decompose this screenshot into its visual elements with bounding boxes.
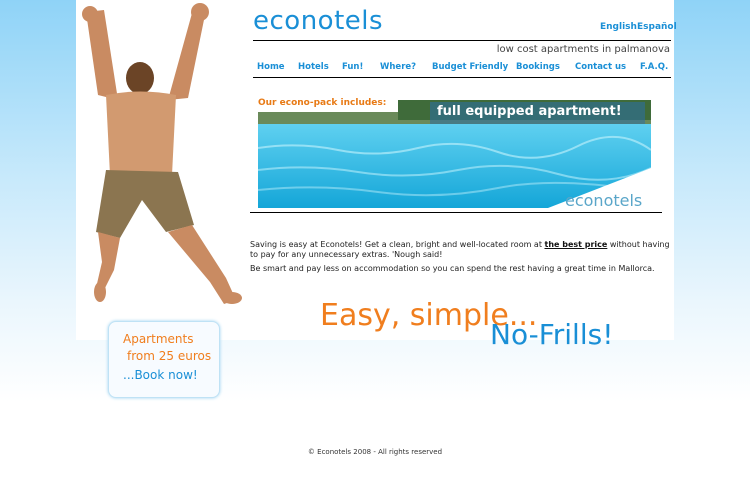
nav-home[interactable]: Home bbox=[257, 62, 285, 72]
site-logo[interactable]: econotels bbox=[253, 6, 384, 36]
promo-line-price: from 25 euros bbox=[127, 349, 212, 363]
banner-headline: full equipped apartment! bbox=[437, 104, 622, 119]
nav-budget-friendly[interactable]: Budget Friendly bbox=[432, 62, 509, 72]
hero-jumping-man-image bbox=[76, 0, 246, 320]
nav-divider bbox=[253, 77, 671, 78]
nav-bookings[interactable]: Bookings bbox=[516, 62, 560, 72]
nav-contact-us[interactable]: Contact us bbox=[575, 62, 627, 72]
nav-hotels[interactable]: Hotels bbox=[298, 62, 329, 72]
language-english-link[interactable]: English bbox=[600, 22, 637, 32]
apartments-promo-button[interactable] bbox=[108, 321, 220, 398]
nav-fun[interactable]: Fun! bbox=[342, 62, 364, 72]
banner-divider bbox=[250, 212, 662, 213]
nav-faq[interactable]: F.A.Q. bbox=[640, 62, 669, 72]
slogan-no-frills: No-Frills! bbox=[490, 318, 614, 351]
banner-label: Our econo-pack includes: bbox=[258, 98, 387, 108]
secondary-paragraph: Be smart and pay less on accommodation so you can spend the rest having a great time in Mallorca. bbox=[250, 264, 655, 273]
header-divider bbox=[253, 40, 671, 41]
footer-copyright: © Econotels 2008 - All rights reserved bbox=[307, 448, 443, 456]
banner-watermark-logo: econotels bbox=[565, 191, 643, 210]
intro-paragraph: Saving is easy at Econotels! Get a clean, bright and well-located room at the best price without having to pay for any unnecessary extras. 'Nough said! bbox=[250, 240, 670, 259]
promo-line-apartments: Apartments bbox=[123, 332, 194, 346]
site-tagline: low cost apartments in palmanova bbox=[496, 44, 670, 55]
slogan-easy-simple: Easy, simple... bbox=[320, 298, 538, 333]
best-price-link[interactable]: the best price bbox=[544, 240, 608, 249]
promo-line-book-now: ...Book now! bbox=[123, 368, 198, 382]
language-espanol-link[interactable]: Español bbox=[637, 22, 677, 32]
nav-where[interactable]: Where? bbox=[380, 62, 417, 72]
